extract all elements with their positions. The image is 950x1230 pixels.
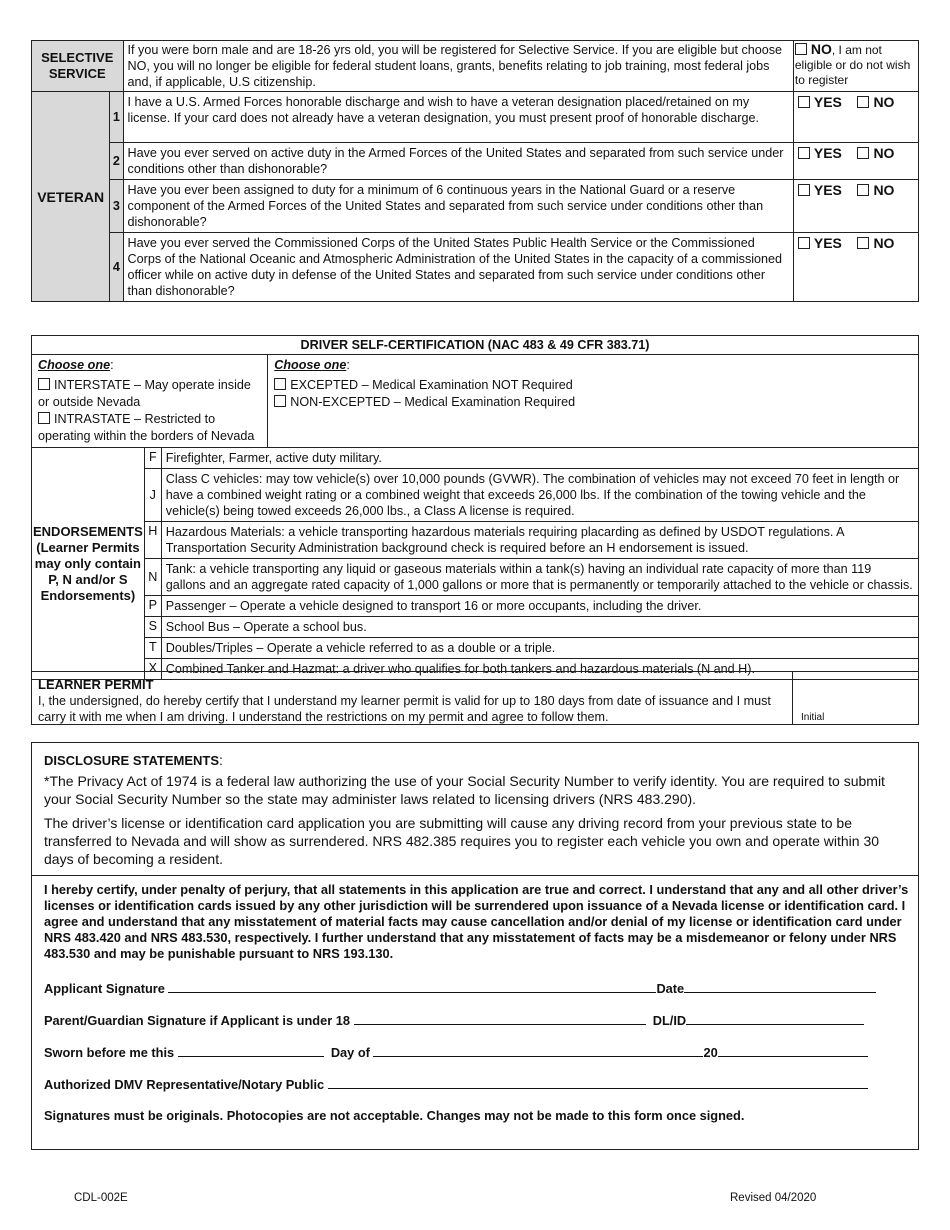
dlid-label: DL/ID — [652, 1013, 687, 1028]
sworn-day-field[interactable] — [178, 1044, 324, 1057]
interstate-option-label: INTERSTATE – May operate inside or outside Nevada — [38, 378, 251, 409]
sworn-label: Sworn before me this — [44, 1045, 175, 1060]
endorsement-code: J — [144, 469, 161, 522]
selective-service-label: SELECTIVE SERVICE — [32, 41, 124, 92]
veteran-q1-no-label: NO — [873, 94, 895, 110]
dmv-rep-line — [44, 1076, 868, 1092]
veteran-label: VETERAN — [32, 92, 110, 302]
selective-service-no-checkbox[interactable] — [795, 43, 807, 55]
veteran-q3-no-label: NO — [873, 182, 895, 198]
learner-permit-body — [38, 677, 790, 725]
veteran-q3-number: 3 — [110, 180, 123, 233]
disclosure-record-transfer: The driver’s license or identification card application you are submitting will cause any driving record from your previous state to be transferred to Nevada and will show as surrendered. NRS 482.385 requires you to register each vehicle you own and operate within 30 days of becoming a resident. — [44, 815, 880, 867]
endorsement-code: X — [144, 659, 161, 680]
learner-permit-text: I, the undersigned, do hereby certify that I understand my learner permit is valid for up to 180 days from date of issuance and I must carry it with me when I am driving. I understand the restrictions on my permit and agree to follow them. — [38, 694, 771, 724]
choose-one-left-label: Choose one — [38, 358, 111, 372]
form-id: CDL-002E — [74, 1192, 128, 1204]
veteran-q4-no-checkbox[interactable] — [857, 237, 869, 249]
endorsement-text: Doubles/Triples – Operate a vehicle referred to as a double or a triple. — [161, 638, 918, 659]
veteran-q2-number: 2 — [110, 143, 123, 180]
endorsements-label: ENDORSEMENTS (Learner Permits may only contain P, N and/or S Endorsements) — [32, 448, 145, 680]
veteran-q3-answer — [793, 180, 918, 233]
non-excepted-checkbox[interactable] — [274, 395, 286, 407]
veteran-q2-no-checkbox[interactable] — [857, 147, 869, 159]
endorsement-code: S — [144, 617, 161, 638]
selective-service-text: If you were born male and are 18-26 yrs old, you will be registered for Selective Service. If you are eligible but choose NO, you will no longer be eligible for federal student loans, grants, benefits relating to job training, most federal jobs and, if applicable, U.S citizenship. — [123, 41, 793, 92]
endorsement-code: H — [144, 522, 161, 559]
endorsement-code: N — [144, 559, 161, 596]
day-of-label: Day of — [330, 1045, 370, 1060]
applicant-signature-label: Applicant Signature — [44, 981, 165, 996]
signature-note: Signatures must be originals. Photocopies are not acceptable. Changes may not be made to this form once signed. — [44, 1108, 745, 1123]
veteran-q2-answer — [793, 143, 918, 180]
endorsement-text: Firefighter, Farmer, active duty military. — [161, 448, 918, 469]
parent-signature-label: Parent/Guardian Signature if Applicant is under 18 — [44, 1013, 351, 1028]
endorsement-text: Combined Tanker and Hazmat: a driver who qualifies for both tankers and hazardous materials (N and H). — [161, 659, 918, 680]
dmv-rep-signature-field[interactable] — [328, 1076, 868, 1089]
selective-service-answer — [793, 41, 918, 92]
certification-title: DRIVER SELF-CERTIFICATION (NAC 483 & 49 CFR 383.71) — [32, 336, 919, 355]
sworn-month-field[interactable] — [373, 1044, 703, 1057]
veteran-q4-no-label: NO — [873, 235, 895, 251]
disclosure-privacy-act: *The Privacy Act of 1974 is a federal law authorizing the use of your Social Security Number to verify identity. You are required to submit your Social Security Number so the state may administer laws related to licensing drivers (NRS 483.290). — [44, 773, 885, 807]
veteran-q3-yes-checkbox[interactable] — [798, 184, 810, 196]
veteran-q4-number: 4 — [110, 233, 123, 302]
self-certification-table — [31, 335, 919, 680]
dmv-rep-label: Authorized DMV Representative/Notary Public — [44, 1077, 325, 1092]
date-field[interactable] — [684, 980, 876, 993]
parent-signature-line — [44, 1012, 864, 1028]
learner-permit-title: LEARNER PERMIT — [38, 677, 154, 692]
non-excepted-option-label: NON-EXCEPTED – Medical Examination Required — [290, 395, 576, 409]
selective-veteran-table — [31, 40, 919, 302]
veteran-q2-text: Have you ever served on active duty in the Armed Forces of the United States and separated from such service under conditions other than dishonorable? — [123, 143, 793, 180]
disclosure-section — [31, 742, 919, 1150]
endorsement-code: F — [144, 448, 161, 469]
choose-one-right-label: Choose one — [274, 358, 347, 372]
year-prefix-label: 20 — [703, 1045, 718, 1060]
excepted-checkbox[interactable] — [274, 378, 286, 390]
veteran-q4-text: Have you ever served the Commissioned Corps of the United States Public Health Service or the Commissioned Corps of the National Oceanic and Atmospheric Administration of the United States in the capacity of a commissioned officer while on active duty in defense of the United States and separated from such service under conditions other than dishonorable? — [123, 233, 793, 302]
medical-options: Choose one: EXCEPTED – Medical Examination NOT Required NON-EXCEPTED – Medical Examination Required — [268, 355, 919, 448]
veteran-q2-yes-checkbox[interactable] — [798, 147, 810, 159]
divider — [32, 875, 918, 876]
veteran-q1-yes-checkbox[interactable] — [798, 96, 810, 108]
veteran-q1-text: I have a U.S. Armed Forces honorable discharge and wish to have a veteran designation placed/retained on my license. If your card does not already have a veteran designation, you must present proof of honorable discharge. — [123, 92, 793, 143]
date-label: Date — [656, 981, 685, 996]
initial-label: Initial — [801, 712, 825, 723]
veteran-q4-yes-checkbox[interactable] — [798, 237, 810, 249]
veteran-q4-yes-label: YES — [813, 235, 842, 251]
endorsement-text: Tank: a vehicle transporting any liquid or gaseous materials within a tank(s) having an individual rate capacity of more than 119 gallons and an aggregate rated capacity of 1,000 gallons or more that is permanently or temporarily attached to the vehicle or chassis. — [161, 559, 918, 596]
learner-permit-section — [31, 671, 919, 725]
applicant-signature-field[interactable] — [168, 980, 656, 993]
endorsement-code: P — [144, 596, 161, 617]
veteran-q2-yes-label: YES — [813, 145, 842, 161]
interstate-options: Choose one: INTERSTATE – May operate inside or outside Nevada INTRASTATE – Restricted to operating within the borders of Nevada — [32, 355, 268, 448]
veteran-q3-yes-label: YES — [813, 182, 842, 198]
endorsement-text: Hazardous Materials: a vehicle transporting hazardous materials requiring placarding as defined by USDOT regulations. A Transportation Security Administration background check is required before an H endorsement is issued. — [161, 522, 918, 559]
excepted-option-label: EXCEPTED – Medical Examination NOT Required — [290, 378, 573, 392]
veteran-q4-answer — [793, 233, 918, 302]
veteran-q1-number: 1 — [110, 92, 123, 143]
perjury-certification: I hereby certify, under penalty of perjury, that all statements in this application are true and correct. I understand that any and all other driver’s licenses or identification cards issued by any other jurisdiction will be surrendered upon issuance of a Nevada license or identification card. I agree and understand that any misstatement of material facts may cause cancellation and/or denial of my license or identification card under NRS 483.420 and NRS 483.530, respectively. I further understand that any misstatement of facts may be a misdemeanor or felony under NRS 483.530 and may be punishable pursuant to NRS 193.130. — [44, 882, 909, 961]
sworn-year-field[interactable] — [718, 1044, 868, 1057]
veteran-q1-yes-label: YES — [813, 94, 842, 110]
veteran-q2-no-label: NO — [873, 145, 895, 161]
selective-service-no-label: NO — [810, 41, 832, 57]
endorsement-code: T — [144, 638, 161, 659]
revision-date: Revised 04/2020 — [730, 1192, 817, 1204]
veteran-q3-no-checkbox[interactable] — [857, 184, 869, 196]
veteran-q1-no-checkbox[interactable] — [857, 96, 869, 108]
endorsement-text: School Bus – Operate a school bus. — [161, 617, 918, 638]
veteran-q1-answer — [793, 92, 918, 143]
intrastate-checkbox[interactable] — [38, 412, 50, 424]
intrastate-option-label: INTRASTATE – Restricted to operating within the borders of Nevada — [38, 412, 255, 443]
selective-service-no-detail: , I am not eligible or do not wish to register — [794, 43, 911, 87]
interstate-checkbox[interactable] — [38, 378, 50, 390]
veteran-q3-text: Have you ever been assigned to duty for a minimum of 6 continuous years in the National Guard or a reserve component of the Armed Forces of the United States and separated from such service under conditions other than dishonorable? — [123, 180, 793, 233]
dlid-field[interactable] — [686, 1012, 864, 1025]
disclosure-statements: DISCLOSURE STATEMENTS: *The Privacy Act of 1974 is a federal law authorizing the use of your Social Security Number to verify identity. You are required to submit your Social Security Number so the state may administer laws related to licensing drivers (NRS 483.290). The driver’s license or identification card application you are submitting will cause any driving record from your previous state to be transferred to Nevada and will show as surrendered. NRS 482.385 requires you to register each vehicle you own and operate within 30 days of becoming a resident. — [44, 751, 906, 874]
applicant-signature-line — [44, 980, 876, 996]
disclosure-title: DISCLOSURE STATEMENTS — [44, 753, 220, 768]
endorsement-text: Class C vehicles: may tow vehicle(s) over 10,000 pounds (GVWR). The combination of vehicles may not exceed 70 feet in length or have a combined weight rating or a combined weight that exceeds 26,000 lbs. If the combination of the towing vehicle and the vehicle(s) being towed exceeds 26,000 lbs., a Class A license is required. — [161, 469, 918, 522]
parent-signature-field[interactable] — [354, 1012, 646, 1025]
learner-permit-initial-field[interactable] — [792, 672, 918, 724]
sworn-line — [44, 1044, 868, 1060]
endorsement-text: Passenger – Operate a vehicle designed to transport 16 or more occupants, including the driver. — [161, 596, 918, 617]
